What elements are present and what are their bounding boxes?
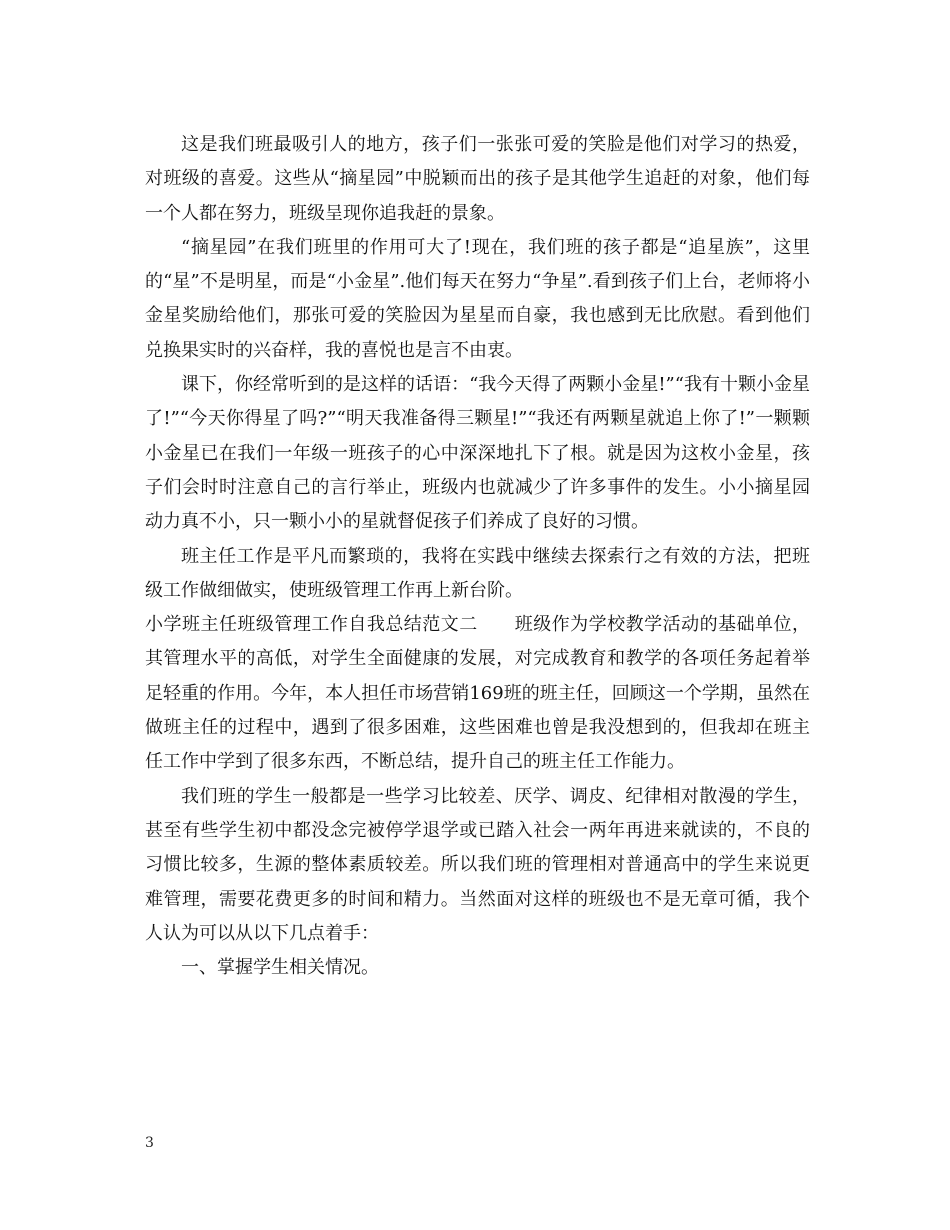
paragraph-3: 课下，你经常听到的是这样的话语：“我今天得了两颗小金星!”“我有十颗小金星了!”“今天你得星了吗?”“明天我准备得三颗星!”“我还有两颗星就追上你了!”一颗颗小金星已在我们一年级一班孩子的心中深深地扎下了根。就是因为这枚小金星，孩子们会时时注意自己的言行举止，班级内也就减少了许多事件的发生。小小摘星园动力真不小，只一颗小小的星就督促孩子们养成了良好的习惯。 bbox=[145, 374, 810, 533]
paragraph-1: 这是我们班最吸引人的地方，孩子们一张张可爱的笑脸是他们对学习的热爱，对班级的喜爱。这些从“摘星园”中脱颖而出的孩子是其他学生追赶的对象，他们每一个人都在努力，班级呈现你追我赶的景象。 bbox=[145, 134, 810, 224]
paragraph-5-section-title: 小学班主任班级管理工作自我总结范文二 班级作为学校教学活动的基础单位，其管理水平的高低，对学生全面健康的发展，对完成教育和教学的各项任务起着举足轻重的作用。今年，本人担任市场营销169班的班主任，回顾这一个学期，虽然在做班主任的过程中，遇到了很多困难，这些困难也曾是我没想到的，但我却在班主任工作中学到了很多东西，不断总结，提升自己的班主任工作能力。 bbox=[145, 614, 810, 773]
paragraph-7-heading: 一、掌握学生相关情况。 bbox=[181, 957, 379, 979]
paragraph-6: 我们班的学生一般都是一些学习比较差、厌学、调皮、纪律相对散漫的学生，甚至有些学生初中都没念完被停学退学或已踏入社会一两年再进来就读的，不良的习惯比较多，生源的整体素质较差。所以我们班的管理相对普通高中的学生来说更难管理，需要花费更多的时间和精力。当然面对这样的班级也不是无章可循，我个人认为可以从以下几点着手： bbox=[145, 785, 810, 944]
page-number: 3 bbox=[145, 1135, 154, 1151]
paragraph-2: “摘星园”在我们班里的作用可大了!现在，我们班的孩子都是“追星族”，这里的“星”不是明星，而是“小金星”.他们每天在努力“争星”.看到孩子们上台，老师将小金星奖励给他们，那张可爱的笑脸因为星星而自豪，我也感到无比欣慰。看到他们兑换果实时的兴奋样，我的喜悦也是言不由衷。 bbox=[145, 236, 810, 361]
document-body bbox=[145, 128, 810, 985]
paragraph-4: 班主任工作是平凡而繁琐的，我将在实践中继续去探索行之有效的方法，把班级工作做细做实，使班级管理工作再上新台阶。 bbox=[145, 545, 810, 601]
